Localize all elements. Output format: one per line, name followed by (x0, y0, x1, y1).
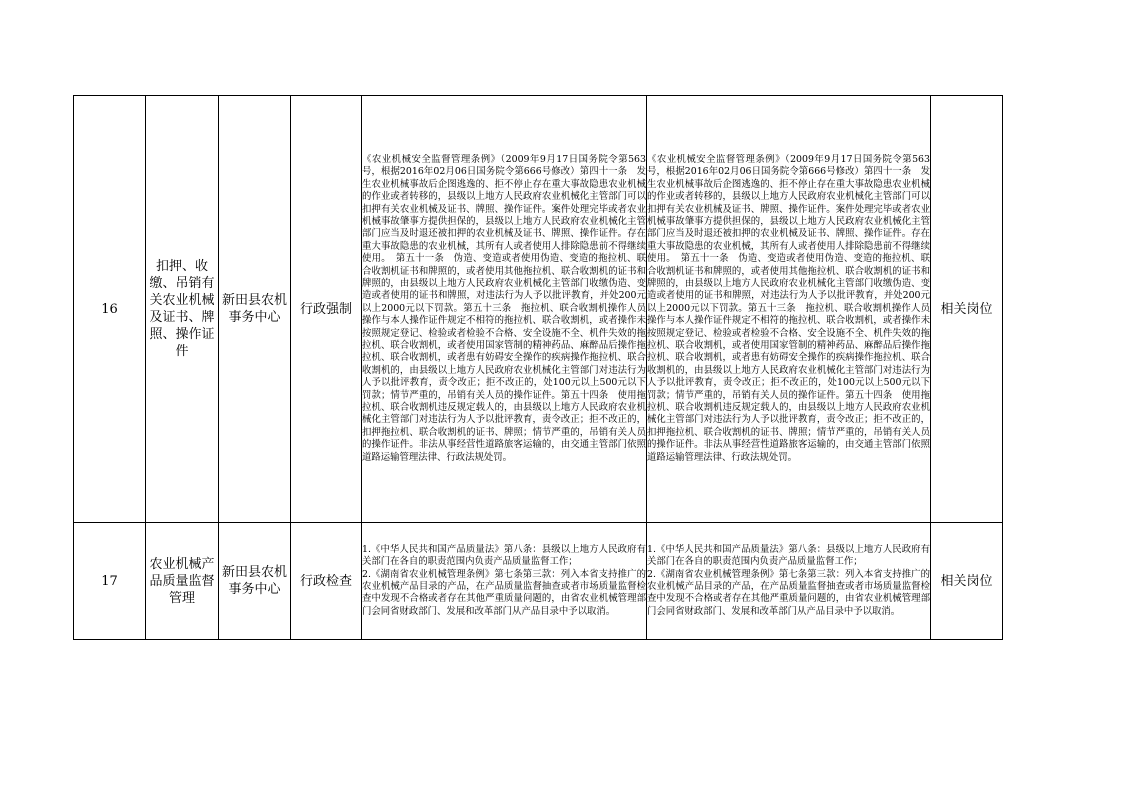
power-type: 行政强制 (291, 96, 362, 523)
item-name: 扣押、收缴、吊销有关农业机械及证书、牌照、操作证件 (146, 96, 219, 523)
legal-basis-paragraph: 2.《湖南省农业机械管理条例》第七条第三款：列入本省支持推广的农业机械产品目录的产品，在产品质量监督抽查或者市场质量监督检查中发现不合格或者存在其他严重质量问题的，由省农业机械管理部门会同省财政部门、发展和改革部门从产品目录中予以取消。 (647, 568, 930, 617)
legal-basis-text (362, 544, 646, 618)
implementing-agency: 新田县农机事务中心 (219, 523, 291, 640)
item-name: 农业机械产品质量监督管理 (146, 523, 219, 640)
legal-basis-paragraph: 1.《中华人民共和国产品质量法》第八条：县级以上地方人民政府有关部门在各自的职责范围内负责产品质量监督工作； (362, 543, 646, 568)
legal-basis-text: 《农业机械安全监督管理条例》（2009年9月17日国务院令第563号，根据2016年02月06日国务院令第666号修改）第四十一条 发生农业机械事故后企图逃逸的、拒不停止存在重大事故隐患农业机械的作业或者转移的，县级以上地方人民政府农业机械化主管部门可以扣押有关农业机械及证书、牌照、操作证件。案件处理完毕或者农业机械事故肇事方提供担保的，县级以上地方人民政府农业机械化主管部门应当及时退还被扣押的农业机械及证书、牌照、操作证件。存在重大事故隐患的农业机械，其所有人或者使用人排除隐患前不得继续使用。 第五十一条 伪造、变造或者使用伪造、变造的拖拉机、联合收割机证书和牌照的，或者使用其他拖拉机、联合收割机的证书和牌照的，由县级以上地方人民政府农业机械化主管部门收缴伪造、变造或者使用的证书和牌照，对违法行为人予以批评教育，并处200元以上2000元以下罚款。第五十三条 拖拉机、联合收割机操作人员操作与本人操作证件规定不相符的拖拉机、联合收割机，或者操作未按照规定登记、检验或者检验不合格、安全设施不全、机件失效的拖拉机、联合收割机，或者使用国家管制的精神药品、麻醉品后操作拖拉机、联合收割机，或者患有妨碍安全操作的疾病操作拖拉机、联合收割机的，由县级以上地方人民政府农业机械化主管部门对违法行为人予以批评教育，责令改正；拒不改正的，处100元以上500元以下罚款；情节严重的，吊销有关人员的操作证件。第五十四条 使用拖拉机、联合收割机违反规定载人的，由县级以上地方人民政府农业机械化主管部门对违法行为人予以批评教育，责令改正；拒不改正的，扣押拖拉机、联合收割机的证书、牌照；情节严重的，吊销有关人员的操作证件。非法从事经营性道路旅客运输的，由交通主管部门依照道路运输管理法律、行政法规处罚。 (362, 153, 646, 463)
row-number: 16 (74, 96, 146, 523)
legal-basis-text-2 (647, 544, 930, 618)
legal-basis-cell (362, 96, 647, 523)
authority-table (73, 95, 1003, 640)
legal-basis-cell-2 (647, 523, 931, 640)
responsible-post: 相关岗位 (931, 523, 1003, 640)
responsible-post: 相关岗位 (931, 96, 1003, 523)
row-number: 17 (74, 523, 146, 640)
legal-basis-paragraph: 2.《湖南省农业机械管理条例》第七条第三款：列入本省支持推广的农业机械产品目录的产品，在产品质量监督抽查或者市场质量监督检查中发现不合格或者存在其他严重质量问题的，由省农业机械管理部门会同省财政部门、发展和改革部门从产品目录中予以取消。 (362, 568, 646, 617)
legal-basis-paragraph: 1.《中华人民共和国产品质量法》第八条：县级以上地方人民政府有关部门在各自的职责范围内负责产品质量监督工作； (647, 543, 930, 568)
implementing-agency: 新田县农机事务中心 (219, 96, 291, 523)
legal-basis-cell-2 (647, 96, 931, 523)
power-type: 行政检查 (291, 523, 362, 640)
legal-basis-text-2: 《农业机械安全监督管理条例》（2009年9月17日国务院令第563号，根据2016年02月06日国务院令第666号修改）第四十一条 发生农业机械事故后企图逃逸的、拒不停止存在重大事故隐患农业机械的作业或者转移的，县级以上地方人民政府农业机械化主管部门可以扣押有关农业机械及证书、牌照、操作证件。案件处理完毕或者农业机械事故肇事方提供担保的，县级以上地方人民政府农业机械化主管部门应当及时退还被扣押的农业机械及证书、牌照、操作证件。存在重大事故隐患的农业机械，其所有人或者使用人排除隐患前不得继续使用。 第五十一条 伪造、变造或者使用伪造、变造的拖拉机、联合收割机证书和牌照的，或者使用其他拖拉机、联合收割机的证书和牌照的，由县级以上地方人民政府农业机械化主管部门收缴伪造、变造或者使用的证书和牌照，对违法行为人予以批评教育，并处200元以上2000元以下罚款。第五十三条 拖拉机、联合收割机操作人员操作与本人操作证件规定不相符的拖拉机、联合收割机，或者操作未按照规定登记、检验或者检验不合格、安全设施不全、机件失效的拖拉机、联合收割机，或者使用国家管制的精神药品、麻醉品后操作拖拉机、联合收割机，或者患有妨碍安全操作的疾病操作拖拉机、联合收割机的，由县级以上地方人民政府农业机械化主管部门对违法行为人予以批评教育，责令改正；拒不改正的，处100元以上500元以下罚款；情节严重的，吊销有关人员的操作证件。第五十四条 使用拖拉机、联合收割机违反规定载人的，由县级以上地方人民政府农业机械化主管部门对违法行为人予以批评教育，责令改正；拒不改正的，扣押拖拉机、联合收割机的证书、牌照；情节严重的，吊销有关人员的操作证件。非法从事经营性道路旅客运输的，由交通主管部门依照道路运输管理法律、行政法规处罚。 (647, 153, 930, 463)
legal-basis-cell (362, 523, 647, 640)
table-row (74, 523, 1003, 640)
table-row (74, 96, 1003, 523)
